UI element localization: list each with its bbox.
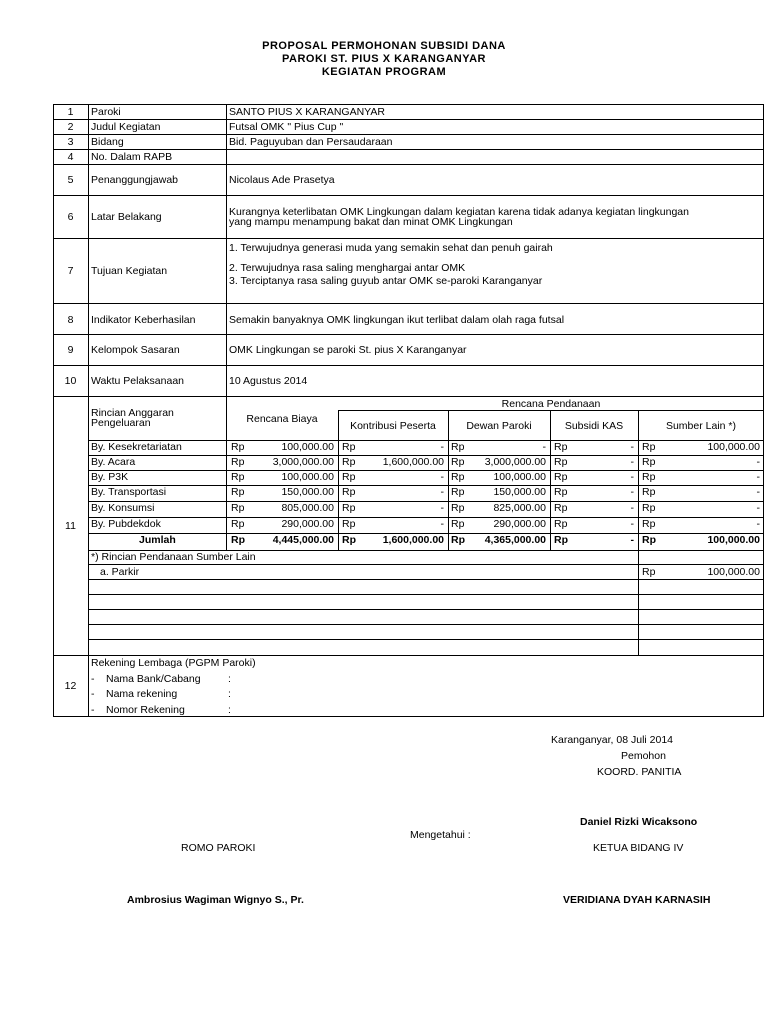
budget-subsidi-cell: - — [630, 534, 634, 546]
currency: Rp — [231, 534, 245, 546]
currency: Rp — [342, 486, 356, 498]
rincian-header-1: Rincian Anggaran — [91, 407, 174, 419]
budget-sumber-cell: - — [756, 486, 760, 498]
rencana-biaya-header: Rencana Biaya — [246, 413, 318, 425]
col-dewan-header: Dewan Paroki — [466, 420, 532, 432]
budget-item-name: By. Pubdekdok — [91, 518, 161, 530]
row-number: 5 — [67, 174, 74, 186]
doc-title-3: KEGIATAN PROGRAM — [321, 66, 447, 78]
rekening-nama-label: Nama rekening — [106, 688, 178, 700]
rekening-dash: - — [91, 673, 95, 685]
row-label: Waktu Pelaksanaan — [91, 375, 184, 387]
budget-subsidi-cell: - — [630, 518, 634, 530]
currency: Rp — [451, 518, 465, 530]
budget-subsidi-cell: - — [630, 441, 634, 453]
col-sumber-header: Sumber Lain *) — [665, 420, 737, 432]
row-value: Futsal OMK " Pius Cup " — [229, 121, 344, 133]
currency: Rp — [642, 486, 656, 498]
budget-kontribusi-cell: 1,600,000.00 — [382, 534, 444, 546]
currency: Rp — [642, 534, 656, 546]
currency: Rp — [642, 441, 656, 453]
currency: Rp — [451, 441, 465, 453]
currency: Rp — [554, 534, 568, 546]
rencana-pendanaan-header: Rencana Pendanaan — [501, 398, 601, 410]
row-label: Indikator Keberhasilan — [91, 314, 196, 326]
row-number: 11 — [65, 520, 76, 532]
budget-subsidi-cell: - — [630, 486, 634, 498]
currency: Rp — [342, 471, 356, 483]
row-value: SANTO PIUS X KARANGANYAR — [229, 106, 385, 118]
currency: Rp — [554, 441, 568, 453]
rekening-dash: - — [91, 688, 95, 700]
budget-subsidi-cell: - — [630, 456, 634, 468]
budget-sumber-cell: - — [756, 518, 760, 530]
rekening-nomor-label: Nomor Rekening — [106, 704, 185, 716]
currency: Rp — [231, 486, 245, 498]
rincian-header-2: Pengeluaran — [91, 417, 151, 429]
budget-sumber-cell: 100,000.00 — [707, 441, 760, 453]
currency: Rp — [642, 471, 656, 483]
currency: Rp — [342, 518, 356, 530]
tujuan-item: 2. Terwujudnya rasa saling menghargai antar OMK — [229, 262, 466, 274]
currency: Rp — [451, 534, 465, 546]
sumber-lain-amount: 100,000.00 — [707, 566, 760, 578]
budget-dewan-cell: - — [542, 441, 546, 453]
currency: Rp — [231, 441, 245, 453]
row-value: 10 Agustus 2014 — [229, 375, 308, 387]
budget-biaya-cell: 290,000.00 — [281, 518, 334, 530]
sumber-lain-title: *) Rincian Pendanaan Sumber Lain — [91, 551, 256, 563]
rekening-dash: - — [91, 704, 95, 716]
tujuan-item: 1. Terwujudnya generasi muda yang semakin sehat dan penuh gairah — [229, 242, 553, 254]
budget-item-name: By. Transportasi — [91, 486, 167, 498]
currency: Rp — [451, 486, 465, 498]
proposal-table — [53, 104, 764, 717]
budget-biaya-cell: 805,000.00 — [281, 502, 334, 514]
budget-biaya-cell: 4,445,000.00 — [272, 534, 334, 546]
currency: Rp — [231, 518, 245, 530]
pemohon-label: Pemohon — [621, 750, 666, 762]
budget-item-name: By. Konsumsi — [91, 502, 155, 514]
romo-name: Ambrosius Wagiman Wignyo S., Pr. — [127, 894, 304, 906]
row-number: 7 — [67, 265, 74, 277]
row-label: Kelompok Sasaran — [91, 344, 180, 356]
col-subsidi-header: Subsidi KAS — [564, 420, 624, 432]
budget-kontribusi-cell: - — [440, 486, 444, 498]
row-number: 1 — [67, 106, 74, 118]
budget-sumber-cell: - — [756, 471, 760, 483]
row-number: 10 — [64, 375, 77, 387]
koord-name: Daniel Rizki Wicaksono — [580, 816, 698, 828]
budget-item-name: By. P3K — [91, 471, 129, 483]
tujuan-item: 3. Terciptanya rasa saling guyub antar OMK se-paroki Karanganyar — [229, 275, 543, 287]
currency: Rp — [554, 518, 568, 530]
budget-kontribusi-cell: 1,600,000.00 — [382, 456, 444, 468]
ketua-name: VERIDIANA DYAH KARNASIH — [563, 894, 711, 906]
budget-dewan-cell: 825,000.00 — [493, 502, 546, 514]
currency: Rp — [554, 471, 568, 483]
budget-dewan-cell: 3,000,000.00 — [484, 456, 546, 468]
rekening-colon: : — [228, 704, 231, 716]
budget-dewan-cell: 290,000.00 — [493, 518, 546, 530]
rekening-title: Rekening Lembaga (PGPM Paroki) — [91, 657, 256, 669]
budget-total-label: Jumlah — [139, 534, 176, 546]
row-label: Bidang — [91, 136, 124, 148]
budget-sumber-cell: - — [756, 502, 760, 514]
budget-dewan-cell: 150,000.00 — [493, 486, 546, 498]
rekening-colon: : — [228, 688, 231, 700]
place-date: Karanganyar, 08 Juli 2014 — [551, 734, 674, 746]
row-label: Latar Belakang — [91, 211, 162, 223]
budget-dewan-cell: 4,365,000.00 — [484, 534, 546, 546]
romo-label: ROMO PAROKI — [181, 842, 256, 854]
row-number: 4 — [67, 151, 74, 163]
latar-line-2: yang mampu menampung bakat dan minat OMK Lingkungan — [229, 216, 513, 228]
row-value: Semakin banyaknya OMK lingkungan ikut terlibat dalam olah raga futsal — [229, 314, 565, 326]
row-label: Judul Kegiatan — [91, 121, 161, 133]
row-label: Tujuan Kegiatan — [91, 265, 168, 277]
currency: Rp — [231, 456, 245, 468]
budget-kontribusi-cell: - — [440, 441, 444, 453]
currency: Rp — [642, 518, 656, 530]
sumber-lain-item: a. Parkir — [100, 566, 140, 578]
budget-biaya-cell: 150,000.00 — [281, 486, 334, 498]
row-number: 8 — [67, 314, 74, 326]
budget-biaya-cell: 3,000,000.00 — [272, 456, 334, 468]
koord-label: KOORD. PANITIA — [597, 766, 682, 778]
budget-kontribusi-cell: - — [440, 518, 444, 530]
currency: Rp — [554, 456, 568, 468]
budget-biaya-cell: 100,000.00 — [281, 471, 334, 483]
currency: Rp — [554, 502, 568, 514]
row-label: Penanggungjawab — [91, 174, 178, 186]
currency: Rp — [642, 566, 656, 578]
row-value: Bid. Paguyuban dan Persaudaraan — [229, 136, 393, 148]
currency: Rp — [231, 502, 245, 514]
budget-sumber-cell: - — [756, 456, 760, 468]
currency: Rp — [231, 471, 245, 483]
budget-kontribusi-cell: - — [440, 502, 444, 514]
row-label: No. Dalam RAPB — [91, 151, 173, 163]
currency: Rp — [342, 502, 356, 514]
row-number: 9 — [67, 344, 74, 356]
doc-title-2: PAROKI ST. PIUS X KARANGANYAR — [282, 53, 486, 65]
currency: Rp — [642, 502, 656, 514]
mengetahui-label: Mengetahui : — [410, 829, 471, 841]
rekening-colon: : — [228, 673, 231, 685]
currency: Rp — [451, 456, 465, 468]
row-number: 3 — [67, 136, 74, 148]
doc-title-1: PROPOSAL PERMOHONAN SUBSIDI DANA — [262, 40, 506, 52]
currency: Rp — [642, 456, 656, 468]
col-kontribusi-header: Kontribusi Peserta — [350, 420, 436, 432]
row-number: 6 — [67, 211, 74, 223]
latar-line-1: Kurangnya keterlibatan OMK Lingkungan dalam kegiatan karena tidak adanya kegiatan lingkungan — [229, 206, 689, 218]
budget-kontribusi-cell: - — [440, 471, 444, 483]
row-number: 2 — [67, 121, 74, 133]
budget-subsidi-cell: - — [630, 502, 634, 514]
currency: Rp — [451, 471, 465, 483]
ketua-label: KETUA BIDANG IV — [593, 842, 684, 854]
rekening-bank-label: Nama Bank/Cabang — [106, 673, 201, 685]
row-label: Paroki — [91, 106, 121, 118]
currency: Rp — [342, 534, 356, 546]
budget-item-name: By. Acara — [91, 456, 136, 468]
currency: Rp — [342, 456, 356, 468]
budget-biaya-cell: 100,000.00 — [281, 441, 334, 453]
row-number: 12 — [64, 680, 77, 692]
budget-item-name: By. Kesekretariatan — [91, 441, 182, 453]
currency: Rp — [554, 486, 568, 498]
row-value: Nicolaus Ade Prasetya — [229, 174, 335, 186]
budget-subsidi-cell: - — [630, 471, 634, 483]
budget-sumber-cell: 100,000.00 — [707, 534, 760, 546]
row-value: OMK Lingkungan se paroki St. pius X Karanganyar — [229, 344, 467, 356]
currency: Rp — [342, 441, 356, 453]
budget-dewan-cell: 100,000.00 — [493, 471, 546, 483]
currency: Rp — [451, 502, 465, 514]
